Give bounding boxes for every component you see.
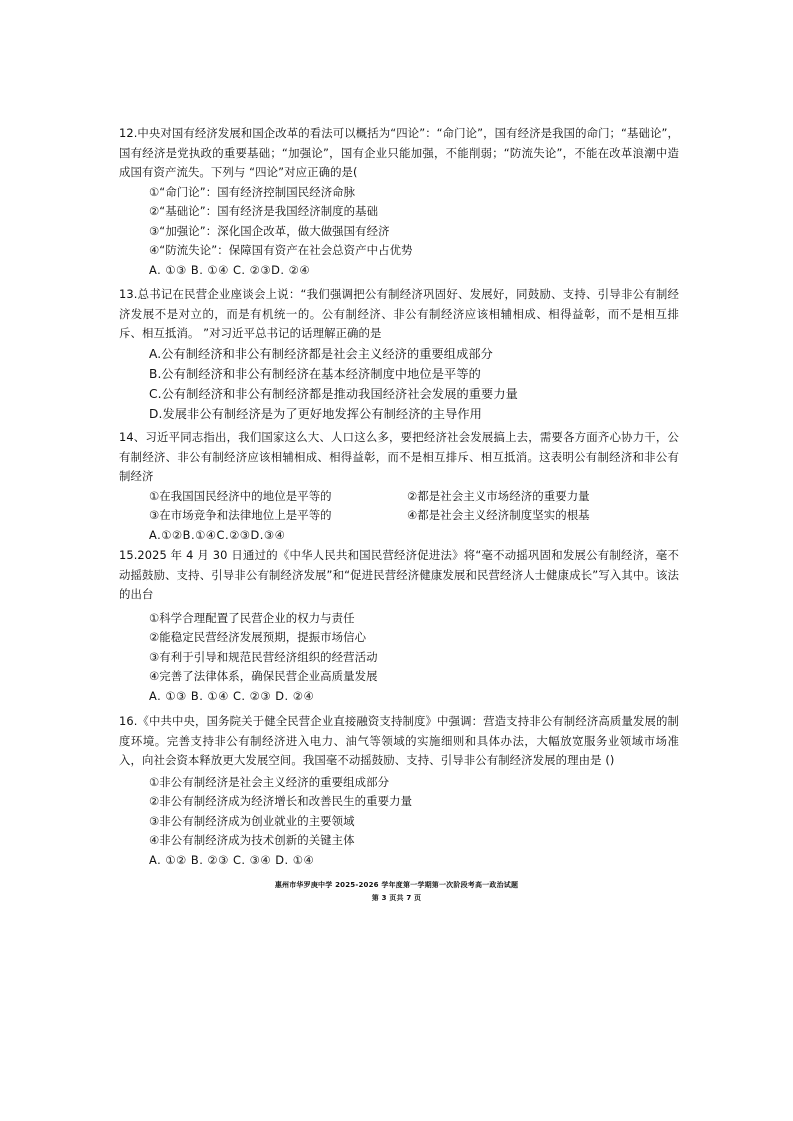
question-13-option-c: C.公有制经济和非公有制经济都是推动我国经济社会发展的重要力量 [149, 386, 518, 401]
question-16-answers: A. ①② B. ②③ C. ③④ D. ①④ [149, 852, 315, 867]
question-12-option-2: ②“基础论”：国有经济是我国经济制度的基础 [149, 204, 379, 218]
question-13 [119, 285, 679, 424]
question-13-option-a: A.公有制经济和非公有制经济都是社会主义经济的重要组成部分 [149, 346, 493, 361]
question-15-option-4: ④完善了法律体系，确保民营企业高质量发展 [149, 669, 378, 683]
question-12-option-1: ①“命门论”：国有经济控制国民经济命脉 [149, 184, 356, 199]
question-15-stem: 15.2025 年 4 月 30 日通过的《中华人民共和国民营经济促进法》将“毫不动摇巩固和发展公有制经济，毫不动摇鼓励、支持、引导非公有制经济发展”和“促进民营经济健康发展和民营经济人士健康成长”写入其中。该法的出台 [119, 548, 679, 601]
question-14-option-1: ①在我国国民经济中的地位是平等的 [149, 488, 332, 503]
question-13-stem: 13.总书记在民营企业座谈会上说：“我们强调把公有制经济巩固好、发展好，同鼓励、支持、引导非公有制经济发展不是对立的，而是有机统一的。公有制经济、非公有制经济应该相辅相成、相得益彰，而不是相互排斥、相互抵消。 ”对习近平总书记的话理解正确的是 [119, 287, 679, 340]
question-15-answers: A. ①③ B. ①④ C. ②③ D. ②④ [149, 688, 315, 703]
question-12-stem: 12.中央对国有经济发展和国企改革的看法可以概括为“四论”：“命门论”，国有经济是我国的命门；“基础论”，国有经济是党执政的重要基础；“加强论”，国有企业只能加强，不能削弱；“防流失论”，不能在改革浪潮中造成国有资产流失。下列与 “四论”对应正确的是( [119, 126, 680, 179]
question-12-option-4: ④“防流失论”：保障国有资产在社会总资产中占优势 [149, 243, 413, 257]
question-16 [119, 712, 679, 870]
question-12-option-3: ③“加强论”：深化国企改革，做大做强国有经济 [149, 223, 390, 238]
question-16-option-4: ④非公有制经济成为技术创新的关键主体 [149, 833, 355, 847]
question-16-option-1: ①非公有制经济是社会主义经济的重要组成部分 [149, 774, 390, 789]
question-15-option-3: ③有利于引导和规范民营经济组织的经营活动 [149, 649, 378, 664]
question-14-option-2: ②都是社会主义市场经济的重要力量 [407, 488, 590, 503]
footer-page-number: 第 3 页共 7 页 [371, 894, 422, 902]
question-14-answers: A.①②B.①④C.②③D.③④ [149, 527, 286, 542]
question-14-option-4: ④都是社会主义经济制度坚实的根基 [407, 508, 590, 522]
question-16-option-2: ②非公有制经济成为经济增长和改善民生的重要力量 [149, 794, 413, 808]
question-14-option-3: ③在市场竞争和法律地位上是平等的 [149, 508, 332, 522]
question-12-answers: A. ①③ B. ①④ C. ②③D. ②④ [149, 262, 311, 277]
question-15 [119, 546, 679, 706]
question-15-option-1: ①科学合理配置了民营企业的权力与责任 [149, 610, 355, 625]
question-16-option-3: ③非公有制经济成为创业就业的主要领域 [149, 813, 355, 828]
question-16-stem: 16.《中共中央，国务院关于健全民营企业直接融资支持制度》中强调：营造支持非公有制经济高质量发展的制度环境。完善支持非公有制经济进入电力、油气等领域的实施细则和具体办法，大幅放宽服务业领域市场准入，向社会资本释放更大发展空间。我国毫不动摇鼓励、支持、引导非公有制经济发展的理由是 () [119, 714, 679, 767]
question-14 [119, 428, 679, 545]
question-13-option-d: D.发展非公有制经济是为了更好地发挥公有制经济的主导作用 [149, 406, 482, 421]
question-15-option-2: ②能稳定民营经济发展预期，提振市场信心 [149, 630, 367, 644]
question-14-options [119, 487, 679, 526]
question-13-option-b: B.公有制经济和非公有制经济在基本经济制度中地位是平等的 [149, 366, 481, 381]
question-14-stem: 14、习近平同志指出，我们国家这么大、人口这么多，要把经济社会发展搞上去，需要各方面齐心协力干，公有制经济、非公有制经济应该相辅相成、相得益彰，而不是相互排斥、相互抵消。这表明公有制经济和非公有制经济 [119, 430, 679, 483]
footer-exam-title: 惠州市华罗庚中学 2025-2026 学年度第一学期第一次阶段考高一政治试题 [274, 881, 519, 889]
question-12 [119, 124, 679, 280]
